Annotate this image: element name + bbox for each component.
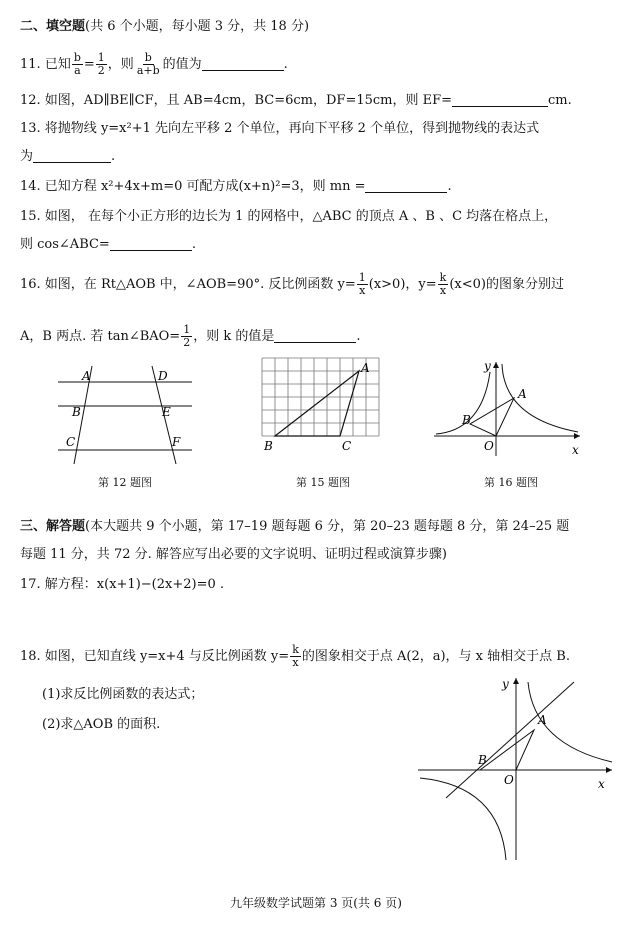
- q13-answer-blank[interactable]: [33, 148, 111, 163]
- label-e: E: [162, 405, 171, 419]
- question-16-line1: 16. 如图，在 Rt△AOB 中，∠AOB=90°. 反比例函数 y= $\frac{1}{x}$ (x>0)，y= $\frac{k}{x}$ (x<0)的图象分别过: [20, 271, 564, 297]
- label-b: B: [72, 405, 81, 419]
- question-11: 11. 已知 $\frac{b}{a}$ = $\frac{1}{2}$ ，则 $\frac{b}{a+b}$ 的值为 .: [20, 51, 288, 77]
- label-c: C: [66, 435, 76, 449]
- question-18: 18. 如图，已知直线 y=x+4 与反比例函数 y= $\frac{k}{x}$ 的图象相交于点 A(2，a)，与 x 轴相交于点 B.: [20, 643, 570, 669]
- label-b: B: [478, 753, 487, 767]
- q16-answer-blank[interactable]: [274, 328, 356, 343]
- question-18-sub2: (2)求△AOB 的面积.: [42, 717, 161, 732]
- figure-16-caption: 第 16 题图: [484, 476, 538, 489]
- label-a: A: [82, 369, 91, 383]
- section-2-header: [20, 18, 618, 36]
- q14-answer-blank[interactable]: [365, 178, 447, 193]
- figure-15: [256, 356, 386, 456]
- section-3-line1: (本大题共 9 个小题，第 17–19 题每题 6 分，第 20–23 题每题 8 分，第 24–25 题: [85, 519, 570, 534]
- label-o: O: [484, 439, 494, 453]
- question-13-line2: 为 .: [20, 149, 116, 164]
- q18-fraction: $\frac{k}{x}$: [292, 643, 299, 669]
- y-arrow-icon: [493, 362, 499, 368]
- label-a: A: [538, 713, 547, 727]
- label-c: C: [342, 439, 352, 453]
- label-x: x: [598, 777, 605, 791]
- label-a: A: [361, 361, 370, 375]
- triangle-aob: [470, 398, 514, 436]
- figure-16: [432, 358, 582, 458]
- label-o: O: [504, 773, 514, 787]
- question-14: 14. 已知方程 x²+4x+m=0 可配方成(x+n)²=3，则 mn = .: [20, 179, 452, 194]
- label-x: x: [572, 443, 579, 457]
- q11-answer-blank[interactable]: [202, 56, 284, 71]
- figure-12-caption: 第 12 题图: [98, 476, 152, 489]
- q11-number: 11.: [20, 57, 41, 72]
- question-18-sub1: (1)求反比例函数的表达式；: [42, 687, 204, 702]
- q12-answer-blank[interactable]: [452, 92, 548, 107]
- question-17: 17. 解方程：x(x+1)−(2x+2)=0 .: [20, 577, 225, 592]
- question-16-line2: A，B 两点. 若 tan∠BAO= $\frac{1}{2}$ ，则 k 的值是 .: [20, 323, 361, 349]
- y-arrow-icon: [513, 678, 519, 684]
- section-2-title: 二、填空题: [20, 19, 86, 34]
- figure-15-caption: 第 15 题图: [296, 476, 350, 489]
- label-f: F: [172, 435, 181, 449]
- q15-answer-blank[interactable]: [110, 236, 192, 251]
- label-b: B: [462, 413, 471, 427]
- q11-text: 已知: [44, 57, 71, 72]
- q11-fraction-1: $\frac{b}{a}$: [73, 51, 81, 77]
- label-y: y: [484, 359, 491, 373]
- section-2-note: (共 6 个小题，每小题 3 分，共 18 分): [85, 19, 310, 34]
- triangle-aob: [480, 730, 534, 770]
- question-15-line1: 15. 如图， 在每个小正方形的边长为 1 的网格中，△ABC 的顶点 A 、B 、C 均落在格点上，: [20, 209, 558, 224]
- x-arrow-icon: [574, 433, 580, 439]
- label-y: y: [502, 677, 509, 691]
- question-13-line1: 13. 将抛物线 y=x²+1 先向左平移 2 个单位，再向下平移 2 个单位，得到抛物线的表达式: [20, 121, 540, 136]
- q16-fraction-2: $\frac{k}{x}$: [439, 271, 447, 297]
- q16-fraction-3: $\frac{1}{2}$: [183, 323, 191, 349]
- page-footer: 九年级数学试题第 3 页(共 6 页): [230, 896, 402, 910]
- question-12: 12. 如图，AD∥BE∥CF，且 AB=4cm，BC=6cm，DF=15cm，则 EF= cm.: [20, 93, 572, 108]
- q12-text: 12. 如图，AD∥BE∥CF，且 AB=4cm，BC=6cm，DF=15cm，则 EF=: [20, 93, 453, 108]
- label-b: B: [264, 439, 273, 453]
- label-d: D: [158, 369, 168, 383]
- figure-12: [56, 362, 196, 466]
- q11-fraction-2: $\frac{1}{2}$: [97, 51, 105, 77]
- figure-18: [416, 674, 616, 864]
- question-15-line2: 则 cos∠ABC= .: [20, 237, 196, 252]
- section-3-line2: 每题 11 分，共 72 分. 解答应写出必要的文字说明、证明过程或演算步骤): [20, 547, 447, 562]
- q11-fraction-3: $\frac{b}{a+b}$: [136, 51, 160, 77]
- q16-fraction-1: $\frac{1}{x}$: [358, 271, 366, 297]
- curve-negative: [420, 778, 506, 860]
- section-3-title: 三、解答题: [20, 519, 86, 534]
- label-a: A: [518, 387, 527, 401]
- section-3-header: [20, 518, 618, 536]
- x-arrow-icon: [606, 767, 612, 773]
